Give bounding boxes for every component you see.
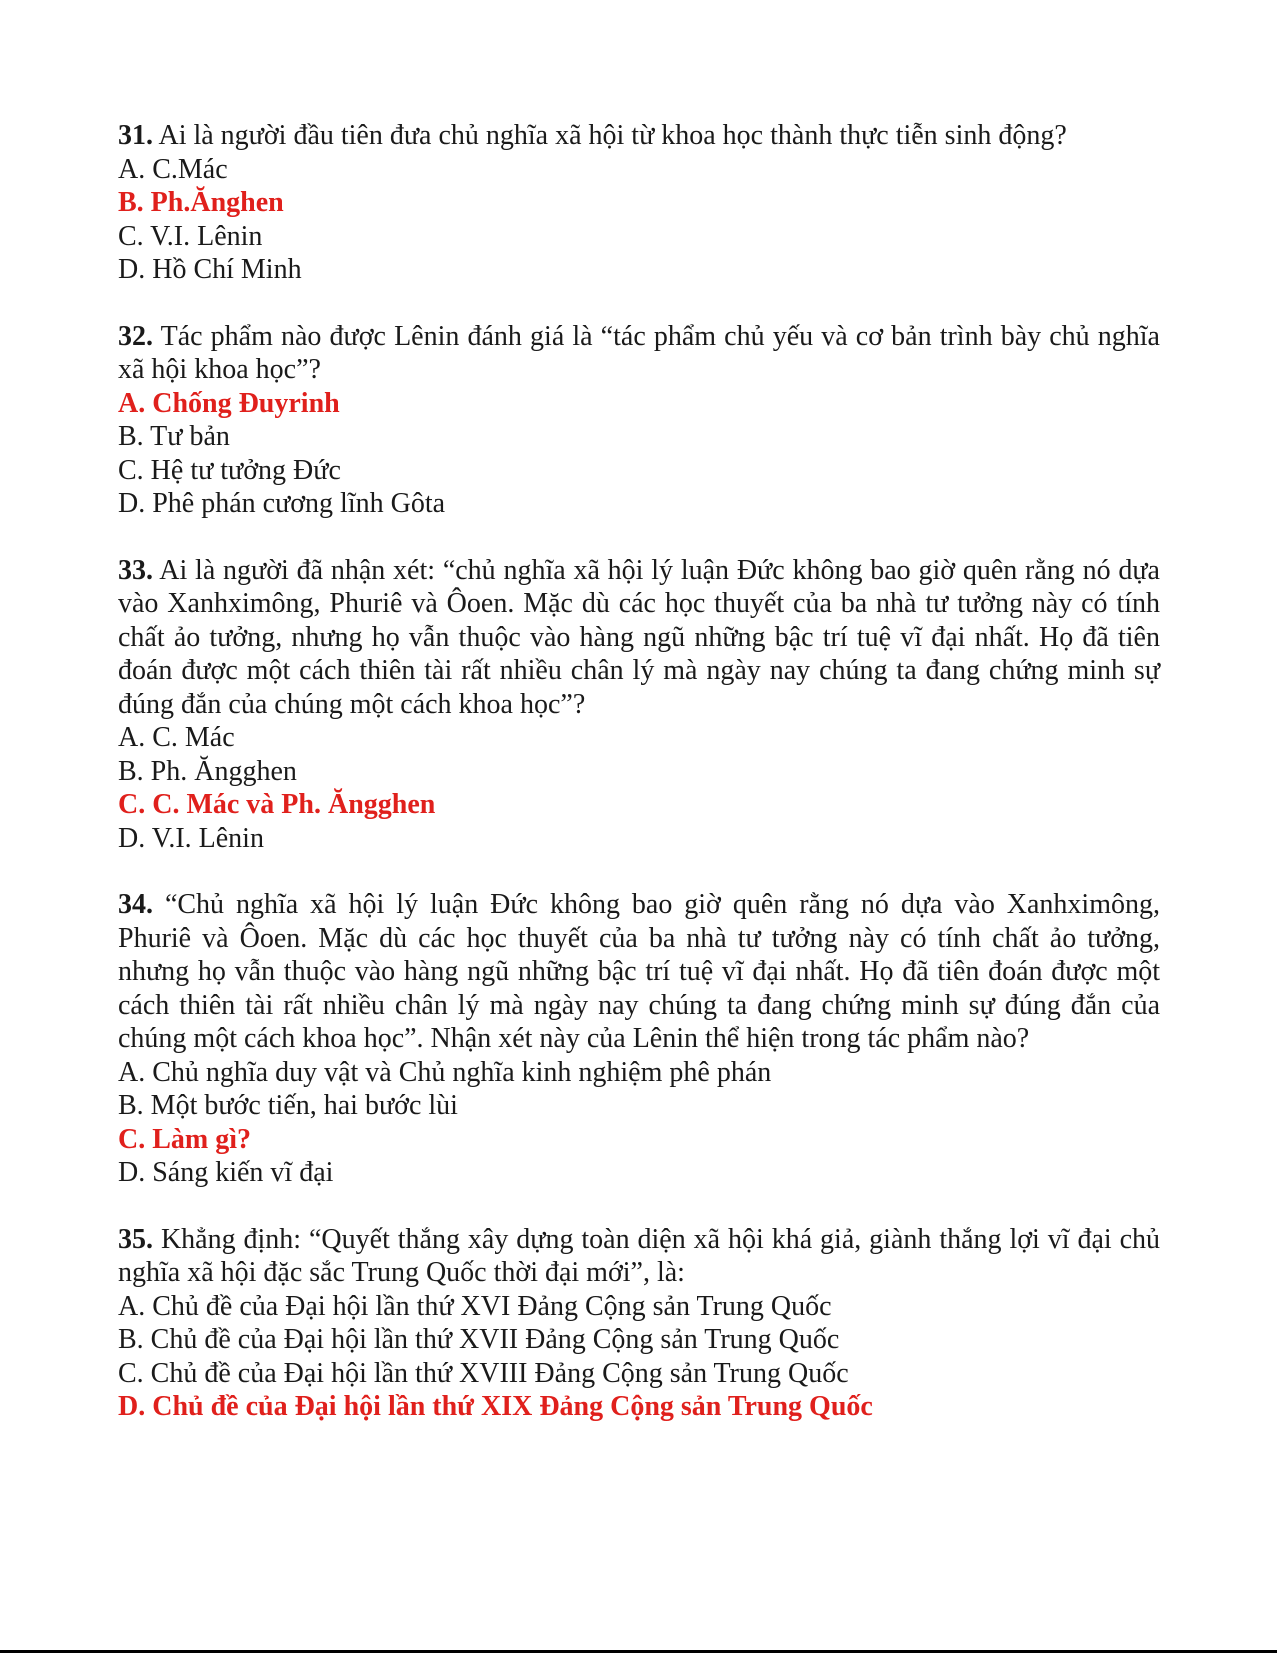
answer-option-d: D. Hồ Chí Minh — [118, 254, 302, 285]
question-text — [118, 320, 1160, 387]
question-number: 34. — [118, 889, 153, 920]
question-35 — [118, 1223, 1160, 1424]
answer-option-b-correct: B. Ph.Ănghen — [118, 187, 284, 218]
answer-option-b: B. Một bước tiến, hai bước lùi — [118, 1090, 458, 1121]
answer-option-c-correct: C. Làm gì? — [118, 1123, 251, 1155]
answer-option-d-correct: D. Chủ đề của Đại hội lần thứ XIX Đảng Cộng sản Trung Quốc — [118, 1391, 873, 1422]
answer-option-c-correct: C. C. Mác và Ph. Ăngghen — [118, 789, 436, 820]
question-31 — [118, 119, 1160, 287]
question-34 — [118, 888, 1160, 1190]
answer-option-a: A. Chủ nghĩa duy vật và Chủ nghĩa kinh nghiệm phê phán — [118, 1056, 772, 1088]
answer-option-d: D. Sáng kiến vĩ đại — [118, 1157, 334, 1188]
answer-option-b: B. Ph. Ăngghen — [118, 755, 297, 787]
answer-option-c: C. Hệ tư tưởng Đức — [118, 454, 341, 486]
question-32 — [118, 320, 1160, 521]
answer-option-a-correct: A. Chống Đuyrinh — [118, 387, 340, 419]
question-body: Ai là người đầu tiên đưa chủ nghĩa xã hội từ khoa học thành thực tiễn sinh động? — [158, 120, 1067, 151]
question-number: 31. — [118, 120, 153, 151]
question-text — [118, 888, 1160, 1056]
question-number: 32. — [118, 320, 153, 352]
answer-option-a: A. C.Mác — [118, 153, 228, 185]
answer-option-d: D. Phê phán cương lĩnh Gôta — [118, 488, 446, 519]
question-body: Ai là người đã nhận xét: “chủ nghĩa xã hội lý luận Đức không bao giờ quên rằng nó dựa vào Xanhximông, Phuriê và Ôoen. Mặc dù các học thuyết của ba nhà tư tưởng này có tính chất ảo tưởng, nhưng họ vẫn thuộc vào hàng ngũ những bậc trí tuệ vĩ đại nhất. Họ đã tiên đoán được một cách thiên tài rất nhiều chân lý mà ngày nay chúng ta đang chứng minh sự đúng đắn của chúng một cách khoa học”? — [118, 554, 1160, 720]
question-text — [118, 119, 1160, 153]
answer-option-d: D. V.I. Lênin — [118, 822, 264, 854]
answer-option-b: B. Tư bản — [118, 421, 230, 452]
question-number: 35. — [118, 1223, 153, 1255]
quiz-page — [118, 119, 1160, 1457]
answer-option-a: A. Chủ đề của Đại hội lần thứ XVI Đảng Cộng sản Trung Quốc — [118, 1290, 832, 1322]
question-body: Khẳng định: “Quyết thắng xây dựng toàn diện xã hội khá giả, giành thắng lợi vĩ đại chủ nghĩa xã hội đặc sắc Trung Quốc thời đại mới”, là: — [118, 1223, 1161, 1288]
question-number: 33. — [118, 554, 153, 586]
answer-option-c: C. V.I. Lênin — [118, 220, 263, 252]
question-text — [118, 554, 1160, 722]
answer-option-a: A. C. Mác — [118, 722, 235, 753]
question-body: Tác phẩm nào được Lênin đánh giá là “tác phẩm chủ yếu và cơ bản trình bày chủ nghĩa xã hội khoa học”? — [118, 320, 1160, 385]
question-body: “Chủ nghĩa xã hội lý luận Đức không bao giờ quên rằng nó dựa vào Xanhximông, Phuriê và Ôoen. Mặc dù các học thuyết của ba nhà tư tưởng này có tính chất ảo tưởng, nhưng họ vẫn thuộc vào hàng ngũ những bậc trí tuệ vĩ đại nhất. Họ đã tiên đoán được một cách thiên tài rất nhiều chân lý mà ngày nay chúng ta đang chứng minh sự đúng đắn của chúng một cách khoa học”. Nhận xét này của Lênin thể hiện trong tác phẩm nào? — [118, 889, 1160, 1054]
question-text — [118, 1223, 1160, 1290]
answer-option-b: B. Chủ đề của Đại hội lần thứ XVII Đảng Cộng sản Trung Quốc — [118, 1324, 840, 1355]
question-33 — [118, 554, 1160, 856]
answer-option-c: C. Chủ đề của Đại hội lần thứ XVIII Đảng Cộng sản Trung Quốc — [118, 1357, 849, 1389]
